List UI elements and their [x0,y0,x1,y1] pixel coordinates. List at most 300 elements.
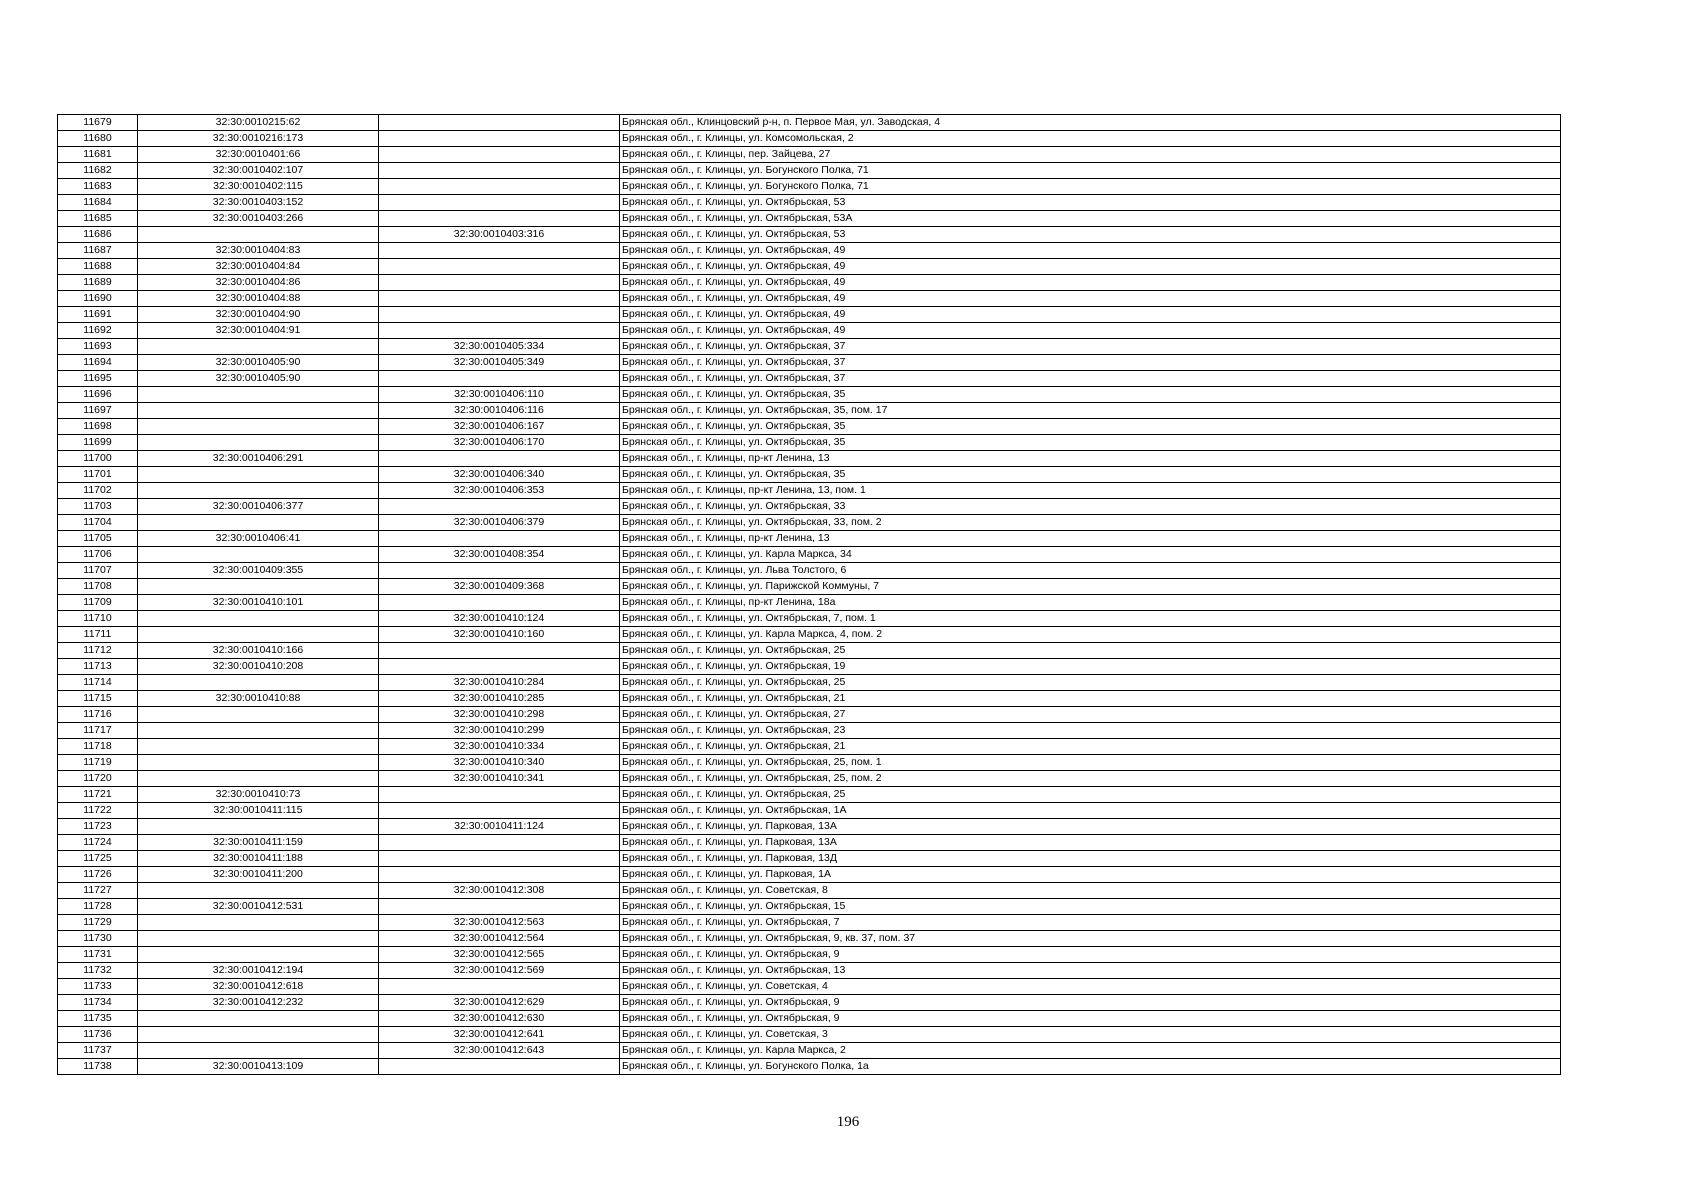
table-row [58,403,1561,419]
row-number-cell: 11696 [58,387,138,403]
address-cell: Брянская обл., г. Клинцы, ул. Октябрьская, 49 [620,307,1561,323]
address-cell: Брянская обл., г. Клинцы, ул. Октябрьская, 7, пом. 1 [620,611,1561,627]
table-row [58,627,1561,643]
row-number-cell: 11719 [58,755,138,771]
table-body [58,115,1561,1075]
building-number-cell: 32:30:0010405:349 [379,355,620,371]
row-number-cell: 11702 [58,483,138,499]
table-row [58,419,1561,435]
address-cell: Брянская обл., г. Клинцы, ул. Парковая, 1А [620,867,1561,883]
table-row [58,899,1561,915]
table-row [58,803,1561,819]
page-number: 196 [836,1114,860,1130]
address-cell: Брянская обл., г. Клинцы, ул. Парковая, 13Д [620,851,1561,867]
address-cell: Брянская обл., г. Клинцы, ул. Октябрьская, 53 [620,227,1561,243]
table-row [58,355,1561,371]
building-number-cell: 32:30:0010412:641 [379,1027,620,1043]
land-parcel-cell [138,515,379,531]
address-cell: Брянская обл., г. Клинцы, ул. Октябрьская, 35 [620,435,1561,451]
land-parcel-cell: 32:30:0010410:166 [138,643,379,659]
building-number-cell [379,179,620,195]
building-number-cell [379,499,620,515]
address-cell: Брянская обл., г. Клинцы, ул. Октябрьская, 19 [620,659,1561,675]
row-number-cell: 11688 [58,259,138,275]
row-number-cell: 11712 [58,643,138,659]
land-parcel-cell [138,739,379,755]
building-number-cell [379,563,620,579]
land-parcel-cell [138,723,379,739]
address-cell: Брянская обл., г. Клинцы, ул. Октябрьская, 25 [620,643,1561,659]
address-cell: Брянская обл., г. Клинцы, ул. Октябрьская, 37 [620,355,1561,371]
table-row [58,467,1561,483]
address-cell: Брянская обл., г. Клинцы, ул. Октябрьская, 35 [620,419,1561,435]
building-number-cell: 32:30:0010406:353 [379,483,620,499]
row-number-cell: 11690 [58,291,138,307]
row-number-cell: 11708 [58,579,138,595]
address-cell: Брянская обл., г. Клинцы, ул. Октябрьская, 9 [620,947,1561,963]
building-number-cell [379,451,620,467]
row-number-cell: 11686 [58,227,138,243]
land-parcel-cell: 32:30:0010406:41 [138,531,379,547]
land-parcel-cell [138,435,379,451]
building-number-cell [379,787,620,803]
table-row [58,1043,1561,1059]
address-cell: Брянская обл., г. Клинцы, ул. Октябрьская, 33, пом. 2 [620,515,1561,531]
land-parcel-cell [138,675,379,691]
address-cell: Брянская обл., г. Клинцы, ул. Октябрьская, 49 [620,259,1561,275]
row-number-cell: 11723 [58,819,138,835]
row-number-cell: 11701 [58,467,138,483]
land-parcel-cell: 32:30:0010402:115 [138,179,379,195]
address-cell: Брянская обл., г. Клинцы, ул. Октябрьская, 1А [620,803,1561,819]
table-row [58,227,1561,243]
row-number-cell: 11720 [58,771,138,787]
building-number-cell: 32:30:0010411:124 [379,819,620,835]
land-parcel-cell [138,419,379,435]
row-number-cell: 11680 [58,131,138,147]
land-parcel-cell: 32:30:0010404:86 [138,275,379,291]
building-number-cell: 32:30:0010410:285 [379,691,620,707]
address-cell: Брянская обл., г. Клинцы, пр-кт Ленина, 13, пом. 1 [620,483,1561,499]
building-number-cell: 32:30:0010406:170 [379,435,620,451]
row-number-cell: 11685 [58,211,138,227]
land-parcel-cell [138,627,379,643]
building-number-cell: 32:30:0010412:630 [379,1011,620,1027]
row-number-cell: 11682 [58,163,138,179]
building-number-cell: 32:30:0010406:110 [379,387,620,403]
land-parcel-cell: 32:30:0010404:83 [138,243,379,259]
row-number-cell: 11691 [58,307,138,323]
table-row [58,979,1561,995]
building-number-cell [379,1059,620,1075]
address-cell: Брянская обл., г. Клинцы, ул. Октябрьская, 25, пом. 1 [620,755,1561,771]
row-number-cell: 11727 [58,883,138,899]
row-number-cell: 11738 [58,1059,138,1075]
building-number-cell: 32:30:0010412:563 [379,915,620,931]
land-parcel-cell: 32:30:0010215:62 [138,115,379,131]
land-parcel-cell: 32:30:0010412:194 [138,963,379,979]
land-parcel-cell: 32:30:0010411:115 [138,803,379,819]
address-cell: Брянская обл., г. Клинцы, ул. Октябрьская, 35, пом. 17 [620,403,1561,419]
building-number-cell: 32:30:0010410:160 [379,627,620,643]
land-parcel-cell: 32:30:0010404:88 [138,291,379,307]
row-number-cell: 11734 [58,995,138,1011]
building-number-cell: 32:30:0010410:340 [379,755,620,771]
land-parcel-cell: 32:30:0010411:159 [138,835,379,851]
row-number-cell: 11724 [58,835,138,851]
address-cell: Брянская обл., г. Клинцы, пр-кт Ленина, 18а [620,595,1561,611]
row-number-cell: 11736 [58,1027,138,1043]
table-row [58,195,1561,211]
address-cell: Брянская обл., г. Клинцы, ул. Октябрьская, 23 [620,723,1561,739]
row-number-cell: 11694 [58,355,138,371]
land-parcel-cell: 32:30:0010216:173 [138,131,379,147]
land-parcel-cell: 32:30:0010404:90 [138,307,379,323]
row-number-cell: 11725 [58,851,138,867]
address-cell: Брянская обл., г. Клинцы, ул. Октябрьская, 21 [620,739,1561,755]
table-row [58,259,1561,275]
row-number-cell: 11729 [58,915,138,931]
row-number-cell: 11715 [58,691,138,707]
land-parcel-cell: 32:30:0010403:266 [138,211,379,227]
building-number-cell: 32:30:0010408:354 [379,547,620,563]
table-row [58,851,1561,867]
address-cell: Брянская обл., г. Клинцы, ул. Советская, 3 [620,1027,1561,1043]
row-number-cell: 11705 [58,531,138,547]
address-cell: Брянская обл., г. Клинцы, ул. Октябрьская, 13 [620,963,1561,979]
address-cell: Брянская обл., г. Клинцы, ул. Октябрьская, 25, пом. 2 [620,771,1561,787]
land-parcel-cell: 32:30:0010410:88 [138,691,379,707]
address-cell: Брянская обл., г. Клинцы, ул. Богунского Полка, 71 [620,163,1561,179]
table-row [58,243,1561,259]
address-cell: Брянская обл., г. Клинцы, ул. Октябрьская, 37 [620,371,1561,387]
building-number-cell [379,291,620,307]
address-cell: Брянская обл., г. Клинцы, ул. Октябрьская, 9 [620,995,1561,1011]
land-parcel-cell: 32:30:0010411:200 [138,867,379,883]
land-parcel-cell [138,339,379,355]
land-parcel-cell: 32:30:0010410:208 [138,659,379,675]
land-parcel-cell: 32:30:0010410:101 [138,595,379,611]
address-cell: Брянская обл., г. Клинцы, ул. Октябрьская, 25 [620,787,1561,803]
land-parcel-cell [138,915,379,931]
table-row [58,1027,1561,1043]
row-number-cell: 11707 [58,563,138,579]
address-cell: Брянская обл., г. Клинцы, ул. Октябрьская, 37 [620,339,1561,355]
table-row [58,163,1561,179]
table-row [58,771,1561,787]
table-row [58,755,1561,771]
building-number-cell [379,323,620,339]
land-parcel-cell: 32:30:0010405:90 [138,355,379,371]
building-number-cell [379,867,620,883]
building-number-cell [379,147,620,163]
table-row [58,147,1561,163]
row-number-cell: 11730 [58,931,138,947]
address-cell: Брянская обл., г. Клинцы, ул. Октябрьская, 35 [620,467,1561,483]
table-row [58,323,1561,339]
address-cell: Брянская обл., Клинцовский р-н, п. Первое Мая, ул. Заводская, 4 [620,115,1561,131]
address-cell: Брянская обл., г. Клинцы, ул. Октябрьская, 49 [620,291,1561,307]
building-number-cell [379,275,620,291]
land-parcel-cell [138,483,379,499]
building-number-cell [379,307,620,323]
land-parcel-cell: 32:30:0010411:188 [138,851,379,867]
table-row [58,931,1561,947]
row-number-cell: 11681 [58,147,138,163]
table-row [58,515,1561,531]
table-row [58,291,1561,307]
land-parcel-cell [138,467,379,483]
address-cell: Брянская обл., г. Клинцы, ул. Октябрьская, 49 [620,275,1561,291]
building-number-cell: 32:30:0010403:316 [379,227,620,243]
address-cell: Брянская обл., г. Клинцы, ул. Парижской Коммуны, 7 [620,579,1561,595]
building-number-cell: 32:30:0010409:368 [379,579,620,595]
table-row [58,915,1561,931]
land-parcel-cell: 32:30:0010409:355 [138,563,379,579]
building-number-cell: 32:30:0010412:308 [379,883,620,899]
address-cell: Брянская обл., г. Клинцы, ул. Парковая, 13А [620,819,1561,835]
table-row [58,947,1561,963]
land-parcel-cell [138,707,379,723]
row-number-cell: 11693 [58,339,138,355]
table-row [58,867,1561,883]
building-number-cell: 32:30:0010410:299 [379,723,620,739]
land-parcel-cell: 32:30:0010404:91 [138,323,379,339]
row-number-cell: 11697 [58,403,138,419]
table-row [58,643,1561,659]
row-number-cell: 11699 [58,435,138,451]
building-number-cell [379,659,620,675]
row-number-cell: 11684 [58,195,138,211]
row-number-cell: 11698 [58,419,138,435]
land-parcel-cell: 32:30:0010401:66 [138,147,379,163]
row-number-cell: 11700 [58,451,138,467]
table-row [58,707,1561,723]
building-number-cell: 32:30:0010412:565 [379,947,620,963]
building-number-cell: 32:30:0010410:298 [379,707,620,723]
row-number-cell: 11722 [58,803,138,819]
address-cell: Брянская обл., г. Клинцы, пр-кт Ленина, 13 [620,531,1561,547]
land-parcel-cell [138,611,379,627]
building-number-cell [379,595,620,611]
table-row [58,579,1561,595]
land-parcel-cell [138,771,379,787]
address-cell: Брянская обл., г. Клинцы, ул. Парковая, 13А [620,835,1561,851]
building-number-cell [379,531,620,547]
row-number-cell: 11704 [58,515,138,531]
table-row [58,131,1561,147]
table-row [58,1011,1561,1027]
row-number-cell: 11695 [58,371,138,387]
table-row [58,115,1561,131]
row-number-cell: 11726 [58,867,138,883]
building-number-cell [379,195,620,211]
table-row [58,787,1561,803]
cadastral-table [57,114,1561,1075]
table-row [58,835,1561,851]
address-cell: Брянская обл., г. Клинцы, ул. Октябрьская, 25 [620,675,1561,691]
land-parcel-cell: 32:30:0010412:531 [138,899,379,915]
building-number-cell: 32:30:0010410:284 [379,675,620,691]
building-number-cell [379,115,620,131]
table-row [58,499,1561,515]
table-row [58,739,1561,755]
building-number-cell [379,851,620,867]
table-row [58,659,1561,675]
land-parcel-cell: 32:30:0010402:107 [138,163,379,179]
building-number-cell [379,835,620,851]
address-cell: Брянская обл., г. Клинцы, ул. Льва Толстого, 6 [620,563,1561,579]
row-number-cell: 11687 [58,243,138,259]
building-number-cell: 32:30:0010406:379 [379,515,620,531]
address-cell: Брянская обл., г. Клинцы, ул. Октябрьская, 27 [620,707,1561,723]
row-number-cell: 11721 [58,787,138,803]
address-cell: Брянская обл., г. Клинцы, ул. Октябрьская, 9, кв. 37, пом. 37 [620,931,1561,947]
table-row [58,723,1561,739]
building-number-cell [379,803,620,819]
land-parcel-cell [138,931,379,947]
table-row [58,179,1561,195]
address-cell: Брянская обл., г. Клинцы, ул. Октябрьская, 15 [620,899,1561,915]
building-number-cell [379,259,620,275]
building-number-cell: 32:30:0010412:569 [379,963,620,979]
table-row [58,963,1561,979]
land-parcel-cell [138,387,379,403]
row-number-cell: 11735 [58,1011,138,1027]
row-number-cell: 11713 [58,659,138,675]
address-cell: Брянская обл., г. Клинцы, ул. Октябрьская, 7 [620,915,1561,931]
land-parcel-cell [138,819,379,835]
building-number-cell [379,371,620,387]
table-row [58,483,1561,499]
land-parcel-cell [138,547,379,563]
table-row [58,883,1561,899]
table-row [58,387,1561,403]
building-number-cell [379,899,620,915]
address-cell: Брянская обл., г. Клинцы, ул. Октябрьская, 9 [620,1011,1561,1027]
table-row [58,675,1561,691]
table-row [58,611,1561,627]
row-number-cell: 11709 [58,595,138,611]
land-parcel-cell: 32:30:0010403:152 [138,195,379,211]
building-number-cell [379,643,620,659]
row-number-cell: 11733 [58,979,138,995]
address-cell: Брянская обл., г. Клинцы, ул. Октябрьская, 49 [620,323,1561,339]
building-number-cell: 32:30:0010412:643 [379,1043,620,1059]
row-number-cell: 11716 [58,707,138,723]
row-number-cell: 11706 [58,547,138,563]
building-number-cell: 32:30:0010406:340 [379,467,620,483]
address-cell: Брянская обл., г. Клинцы, ул. Октябрьская, 35 [620,387,1561,403]
row-number-cell: 11689 [58,275,138,291]
row-number-cell: 11737 [58,1043,138,1059]
building-number-cell: 32:30:0010412:564 [379,931,620,947]
land-parcel-cell: 32:30:0010406:291 [138,451,379,467]
data-table-container [57,114,1561,1075]
land-parcel-cell: 32:30:0010413:109 [138,1059,379,1075]
row-number-cell: 11710 [58,611,138,627]
address-cell: Брянская обл., г. Клинцы, ул. Карла Маркса, 2 [620,1043,1561,1059]
row-number-cell: 11692 [58,323,138,339]
building-number-cell: 32:30:0010405:334 [379,339,620,355]
address-cell: Брянская обл., г. Клинцы, ул. Карла Маркса, 34 [620,547,1561,563]
address-cell: Брянская обл., г. Клинцы, ул. Октябрьская, 21 [620,691,1561,707]
building-number-cell: 32:30:0010406:167 [379,419,620,435]
address-cell: Брянская обл., г. Клинцы, ул. Октябрьская, 53 [620,195,1561,211]
building-number-cell [379,131,620,147]
building-number-cell: 32:30:0010412:629 [379,995,620,1011]
table-row [58,307,1561,323]
land-parcel-cell [138,947,379,963]
land-parcel-cell [138,227,379,243]
land-parcel-cell: 32:30:0010404:84 [138,259,379,275]
land-parcel-cell [138,403,379,419]
table-row [58,275,1561,291]
address-cell: Брянская обл., г. Клинцы, ул. Октябрьская, 33 [620,499,1561,515]
address-cell: Брянская обл., г. Клинцы, ул. Карла Маркса, 4, пом. 2 [620,627,1561,643]
address-cell: Брянская обл., г. Клинцы, пр-кт Ленина, 13 [620,451,1561,467]
table-row [58,531,1561,547]
row-number-cell: 11718 [58,739,138,755]
table-row [58,339,1561,355]
row-number-cell: 11732 [58,963,138,979]
address-cell: Брянская обл., г. Клинцы, ул. Комсомольская, 2 [620,131,1561,147]
address-cell: Брянская обл., г. Клинцы, ул. Богунского Полка, 1а [620,1059,1561,1075]
table-row [58,451,1561,467]
address-cell: Брянская обл., г. Клинцы, ул. Богунского Полка, 71 [620,179,1561,195]
land-parcel-cell: 32:30:0010405:90 [138,371,379,387]
table-row [58,435,1561,451]
building-number-cell [379,211,620,227]
address-cell: Брянская обл., г. Клинцы, ул. Советская, 4 [620,979,1561,995]
land-parcel-cell: 32:30:0010410:73 [138,787,379,803]
table-row [58,995,1561,1011]
address-cell: Брянская обл., г. Клинцы, ул. Октябрьская, 53А [620,211,1561,227]
table-row [58,211,1561,227]
land-parcel-cell [138,755,379,771]
address-cell: Брянская обл., г. Клинцы, пер. Зайцева, 27 [620,147,1561,163]
land-parcel-cell: 32:30:0010412:618 [138,979,379,995]
land-parcel-cell [138,1011,379,1027]
row-number-cell: 11711 [58,627,138,643]
row-number-cell: 11679 [58,115,138,131]
land-parcel-cell: 32:30:0010406:377 [138,499,379,515]
building-number-cell [379,979,620,995]
table-row [58,547,1561,563]
building-number-cell [379,243,620,259]
row-number-cell: 11731 [58,947,138,963]
address-cell: Брянская обл., г. Клинцы, ул. Октябрьская, 49 [620,243,1561,259]
table-row [58,819,1561,835]
row-number-cell: 11717 [58,723,138,739]
building-number-cell: 32:30:0010410:341 [379,771,620,787]
building-number-cell [379,163,620,179]
land-parcel-cell: 32:30:0010412:232 [138,995,379,1011]
row-number-cell: 11703 [58,499,138,515]
row-number-cell: 11714 [58,675,138,691]
land-parcel-cell [138,1043,379,1059]
land-parcel-cell [138,579,379,595]
address-cell: Брянская обл., г. Клинцы, ул. Советская, 8 [620,883,1561,899]
table-row [58,1059,1561,1075]
table-row [58,371,1561,387]
table-row [58,563,1561,579]
table-row [58,691,1561,707]
land-parcel-cell [138,1027,379,1043]
row-number-cell: 11683 [58,179,138,195]
building-number-cell: 32:30:0010410:124 [379,611,620,627]
table-row [58,595,1561,611]
